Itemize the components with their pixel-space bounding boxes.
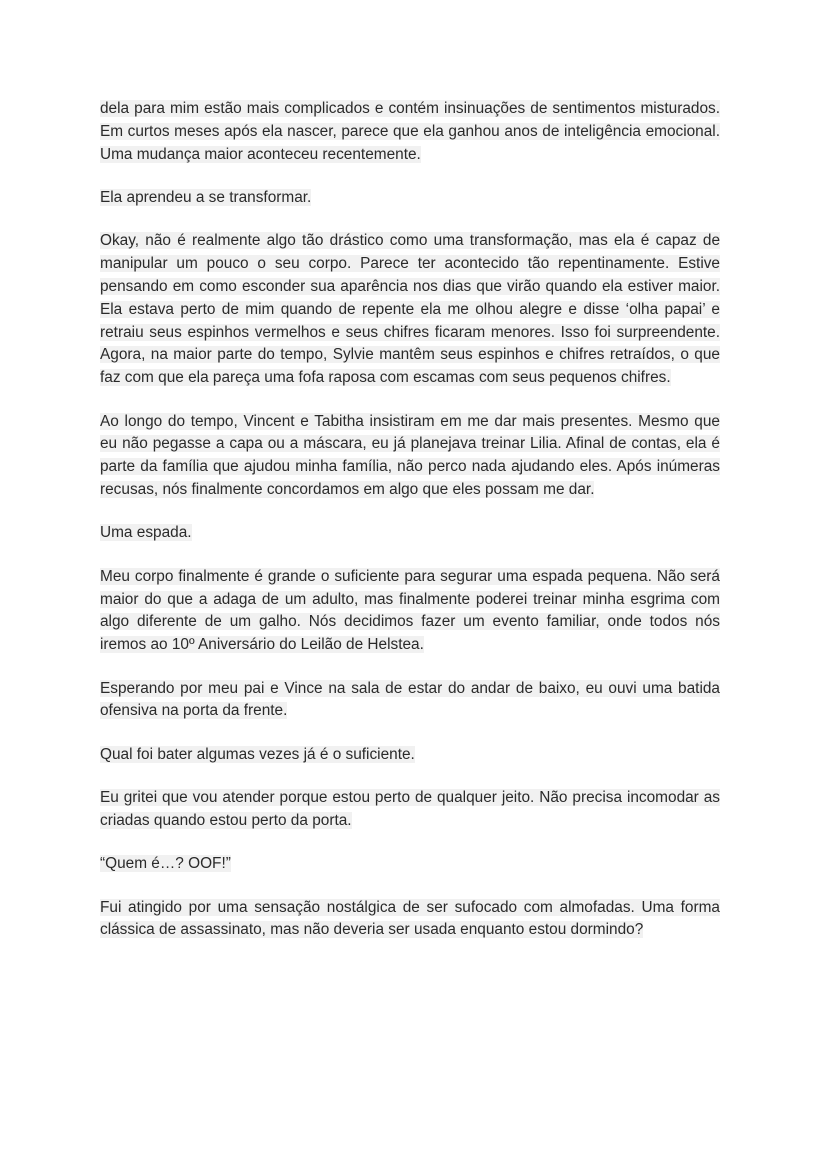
paragraph-text: Okay, não é realmente algo tão drástico como uma transformação, mas ela é capaz de manipular um pouco o seu corpo. Parece ter acontecido tão repentinamente. Estive pensando em como esconder sua aparência nos dias que virão quando ela estiver maior. Ela estava perto de mim quando de repente ela me olhou alegre e disse ‘olha papai’ e retraiu seus espinhos vermelhos e seus chifres ficaram menores. Isso foi surpreendente. Agora, na maior parte do tempo, Sylvie mantêm seus espinhos e chifres retraídos, o que faz com que ela pareça uma fofa raposa com escamas com seus pequenos chifres.	[100, 232, 720, 387]
paragraph-5	[100, 522, 720, 545]
paragraph-3	[100, 230, 720, 390]
paragraph-11	[100, 897, 720, 943]
paragraph-text: Meu corpo finalmente é grande o suficiente para segurar uma espada pequena. Não será maior do que a adaga de um adulto, mas finalmente poderei treinar minha esgrima com algo diferente de um galho. Nós decidimos fazer um evento familiar, onde todos nós iremos ao 10º Aniversário do Leilão de Helstea.	[100, 567, 720, 654]
paragraph-text: Ao longo do tempo, Vincent e Tabitha insistiram em me dar mais presentes. Mesmo que eu não pegasse a capa ou a máscara, eu já planejava treinar Lilia. Afinal de contas, ela é parte da família que ajudou minha família, não perco nada ajudando eles. Após inúmeras recusas, nós finalmente concordamos em algo que eles possam me dar.	[100, 412, 720, 498]
paragraph-text: Eu gritei que vou atender porque estou perto de qualquer jeito. Não precisa incomodar as criadas quando estou perto da porta.	[100, 789, 720, 829]
document-body	[100, 98, 720, 963]
paragraph-10	[100, 853, 720, 876]
paragraph-4	[100, 411, 720, 502]
paragraph-text: Qual foi bater algumas vezes já é o suficiente.	[100, 745, 415, 763]
paragraph-text: dela para mim estão mais complicados e contém insinuações de sentimentos misturados. Em curtos meses após ela nascer, parece que ela ganhou anos de inteligência emocional. Uma mudança maior aconteceu recentemente.	[100, 100, 720, 163]
paragraph-text: Uma espada.	[100, 524, 192, 542]
paragraph-text: Ela aprendeu a se transformar.	[100, 188, 312, 206]
paragraph-text: “Quem é…? OOF!”	[100, 855, 231, 873]
paragraph-text: Esperando por meu pai e Vince na sala de estar do andar de baixo, eu ouvi uma batida ofensiva na porta da frente.	[100, 679, 720, 720]
paragraph-1	[100, 98, 720, 166]
paragraph-6	[100, 566, 720, 657]
paragraph-text: Fui atingido por uma sensação nostálgica de ser sufocado com almofadas. Uma forma clássica de assassinato, mas não deveria ser usada enquanto estou dormindo?	[100, 898, 720, 939]
paragraph-2	[100, 187, 720, 210]
paragraph-7	[100, 678, 720, 724]
paragraph-9	[100, 787, 720, 833]
paragraph-8	[100, 744, 720, 767]
